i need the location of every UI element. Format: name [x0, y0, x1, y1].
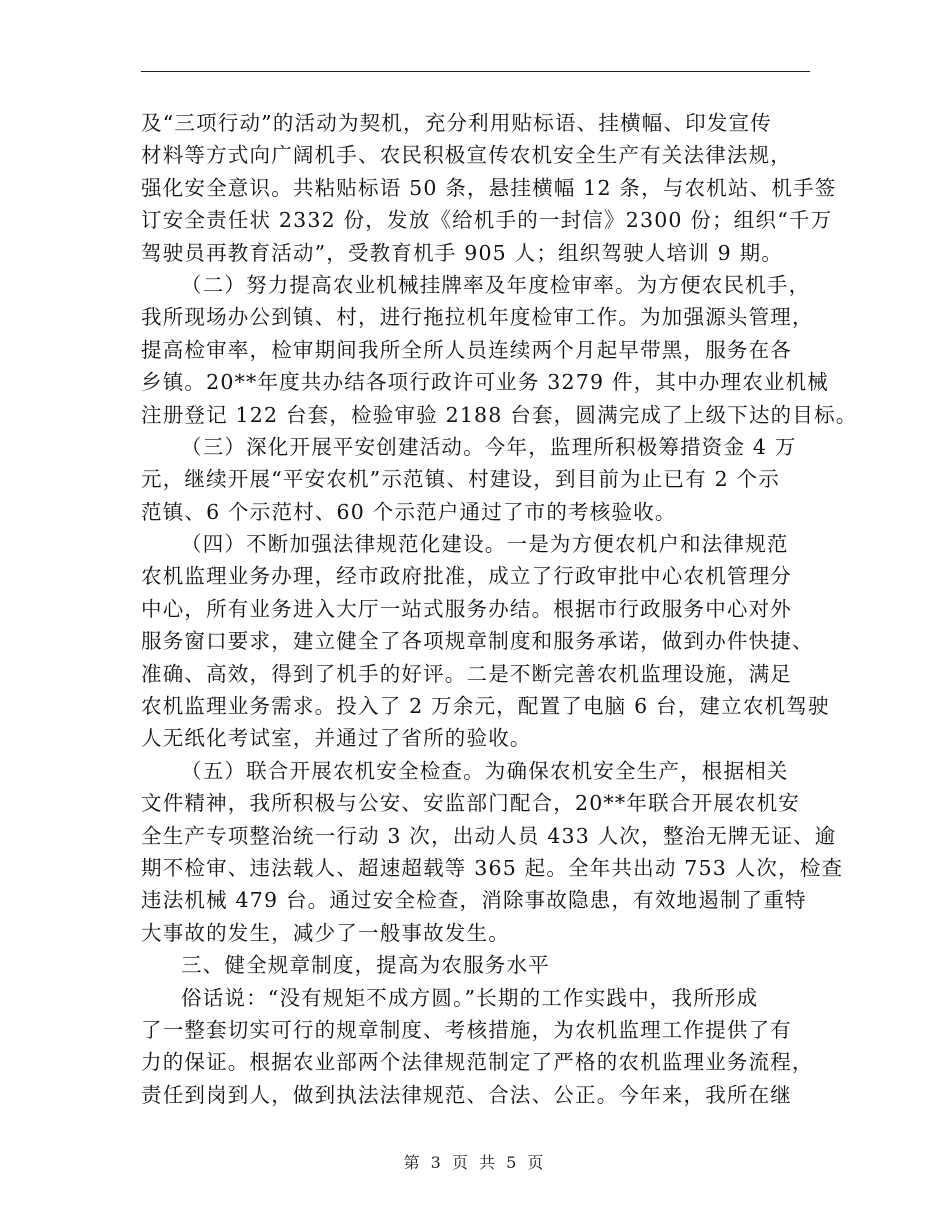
text-line: 乡镇。20**年度共办结各项行政许可业务 3279 件，其中办理农业机械: [141, 370, 829, 395]
text-line: 我所现场办公到镇、村，进行拖拉机年度检审工作。为加强源头管理，: [141, 305, 814, 330]
text-line: 全生产专项整治统一行动 3 次，出动人员 433 人次，整治无牌无证、逾: [141, 823, 837, 848]
text-line: 服务窗口要求，建立健全了各项规章制度和服务承诺，做到办件快捷、: [141, 629, 814, 654]
page-footer: 第 3 页 共 5 页: [403, 1153, 547, 1172]
text-line: 人无纸化考试室，并通过了省所的验收。: [141, 726, 532, 751]
text-line: 违法机械 479 台。通过安全检查，消除事故隐患，有效地遏制了重特: [141, 888, 807, 913]
text-line: 农机监理业务办理，经市政府批准，成立了行政审批中心农机管理分: [141, 564, 792, 589]
text-line: 中心，所有业务进入大厅一站式服务办结。根据市行政服务中心对外: [141, 596, 792, 621]
text-line: 文件精神，我所积极与公安、安监部门配合，20**年联合开展农机安: [141, 791, 800, 816]
text-line: 责任到岗到人，做到执法法律规范、合法、公正。今年来，我所在继: [141, 1082, 792, 1107]
text-line: 期不检审、违法载人、超速超载等 365 起。全年共出动 753 人次，检查: [141, 855, 844, 880]
text-line: 范镇、6 个示范村、60 个示范户通过了市的考核验收。: [141, 499, 677, 524]
text-line: 了一整套切实可行的规章制度、考核措施，为农机监理工作提供了有: [141, 1017, 792, 1042]
document-body: [141, 107, 858, 1111]
text-line: 俗话说：“没有规矩不成方圆。”长期的工作实践中，我所形成: [181, 985, 759, 1010]
text-line: （三）深化开展平安创建活动。今年，监理所积极筹措资金 4 万: [181, 434, 797, 459]
text-line: （五）联合开展农机安全检查。为确保农机安全生产，根据相关: [181, 758, 789, 783]
text-line: （二）努力提高农业机械挂牌率及年度检审率。为方便农民机手，: [181, 272, 811, 297]
text-line: 驾驶员再教育活动”，受教育机手 905 人；组织驾驶人培训 9 期。: [141, 240, 784, 265]
text-line: 大事故的发生，减少了一般事故发生。: [141, 920, 510, 945]
header-rule: [141, 71, 810, 72]
text-line: 及“三项行动”的活动为契机，充分利用贴标语、挂横幅、印发宣传: [141, 111, 772, 135]
text-line: 提高检审率，检审期间我所全所人员连续两个月起早带黑，服务在各: [141, 337, 792, 362]
text-line: 元，继续开展“平安农机”示范镇、村建设，到目前为止已有 2 个示: [141, 467, 780, 492]
text-line: （四）不断加强法律规范化建设。一是为方便农机户和法律规范: [181, 532, 789, 557]
text-line: 三、健全规章制度，提高为农服务水平: [181, 953, 550, 978]
text-line: 强化安全意识。共粘贴标语 50 条，悬挂横幅 12 条，与农机站、机手签: [141, 175, 837, 200]
text-line: 注册登记 122 台套，检验审验 2188 台套，圆满完成了上级下达的目标。: [141, 402, 858, 427]
text-line: 农机监理业务需求。投入了 2 万余元，配置了电脑 6 台，建立农机驾驶: [141, 694, 830, 719]
text-line: 订安全责任状 2332 份，发放《给机手的一封信》2300 份；组织“千万: [141, 208, 833, 233]
text-line: 力的保证。根据农业部两个法律规范制定了严格的农机监理业务流程，: [141, 1050, 814, 1075]
text-line: 准确、高效，得到了机手的好评。二是不断完善农机监理设施，满足: [141, 661, 792, 686]
text-line: 材料等方式向广阔机手、农民积极宣传农机安全生产有关法律法规，: [141, 143, 792, 168]
